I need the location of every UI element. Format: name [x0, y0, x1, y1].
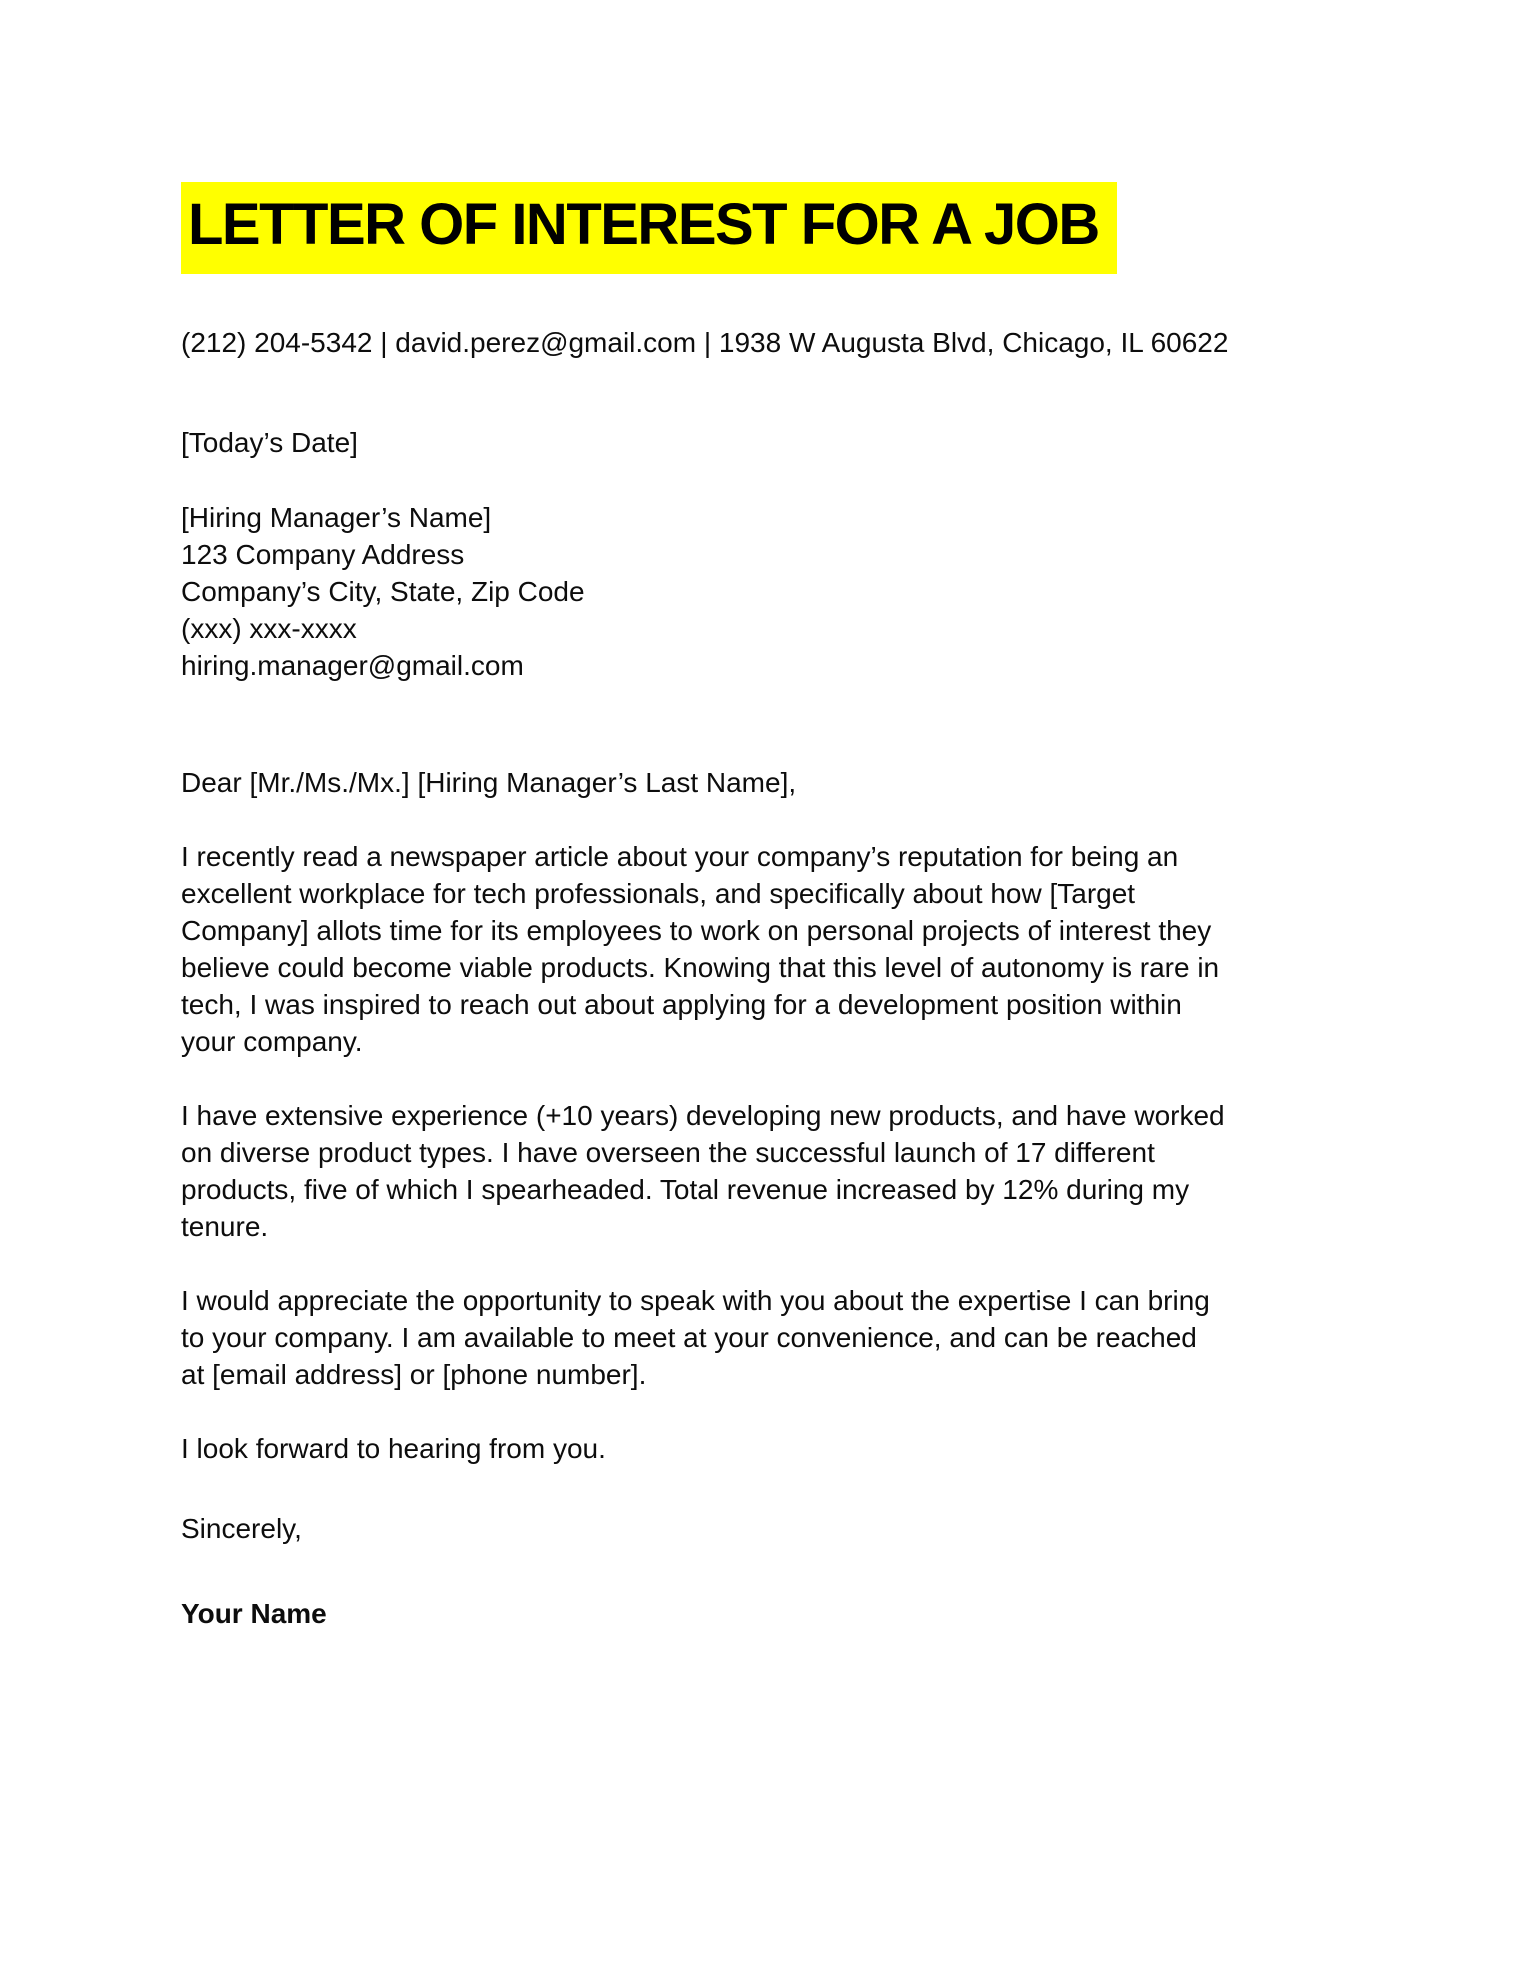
body-paragraph-3: I would appreciate the opportunity to speak with you about the expertise I can bring to your company. I am available to meet at your convenience, and can be reached at [email address] or [phone number]. [181, 1284, 1210, 1390]
body-paragraph-2: I have extensive experience (+10 years) developing new products, and have worked on diverse product types. I have overseen the successful launch of 17 different products, five of which I spearheaded. Total revenue increased by 12% during my tenure. [181, 1099, 1225, 1242]
recipient-email-line: hiring.manager@gmail.com [181, 649, 524, 681]
recipient-phone-line: (xxx) xxx-xxxx [181, 612, 357, 644]
applicant-contact-line: (212) 204-5342 | david.perez@gmail.com | 1938 W Augusta Blvd, Chicago, IL 60622 [181, 326, 1229, 358]
signature-name: Your Name [181, 1597, 327, 1629]
date-placeholder: [Today’s Date] [181, 426, 358, 458]
recipient-city-line: Company’s City, State, Zip Code [181, 575, 585, 607]
closing-salutation: Sincerely, [181, 1512, 302, 1544]
page-title [181, 182, 1286, 274]
body-paragraph-1: I recently read a newspaper article about your company’s reputation for being an excellent workplace for tech professionals, and specifically about how [Target Company] allots time for its employees to work on personal projects of interest they believe could become viable products. Knowing that this level of autonomy is rare in tech, I was inspired to reach out about applying for a development position within your company. [181, 840, 1220, 1057]
look-forward-line: I look forward to hearing from you. [181, 1432, 606, 1464]
recipient-name-line: [Hiring Manager’s Name] [181, 501, 492, 533]
recipient-address-line: 123 Company Address [181, 538, 465, 570]
page-title-highlight: LETTER OF INTEREST FOR A JOB [181, 182, 1117, 274]
recipient-block [181, 499, 1286, 684]
salutation: Dear [Mr./Ms./Mx.] [Hiring Manager’s Last Name], [181, 766, 797, 798]
